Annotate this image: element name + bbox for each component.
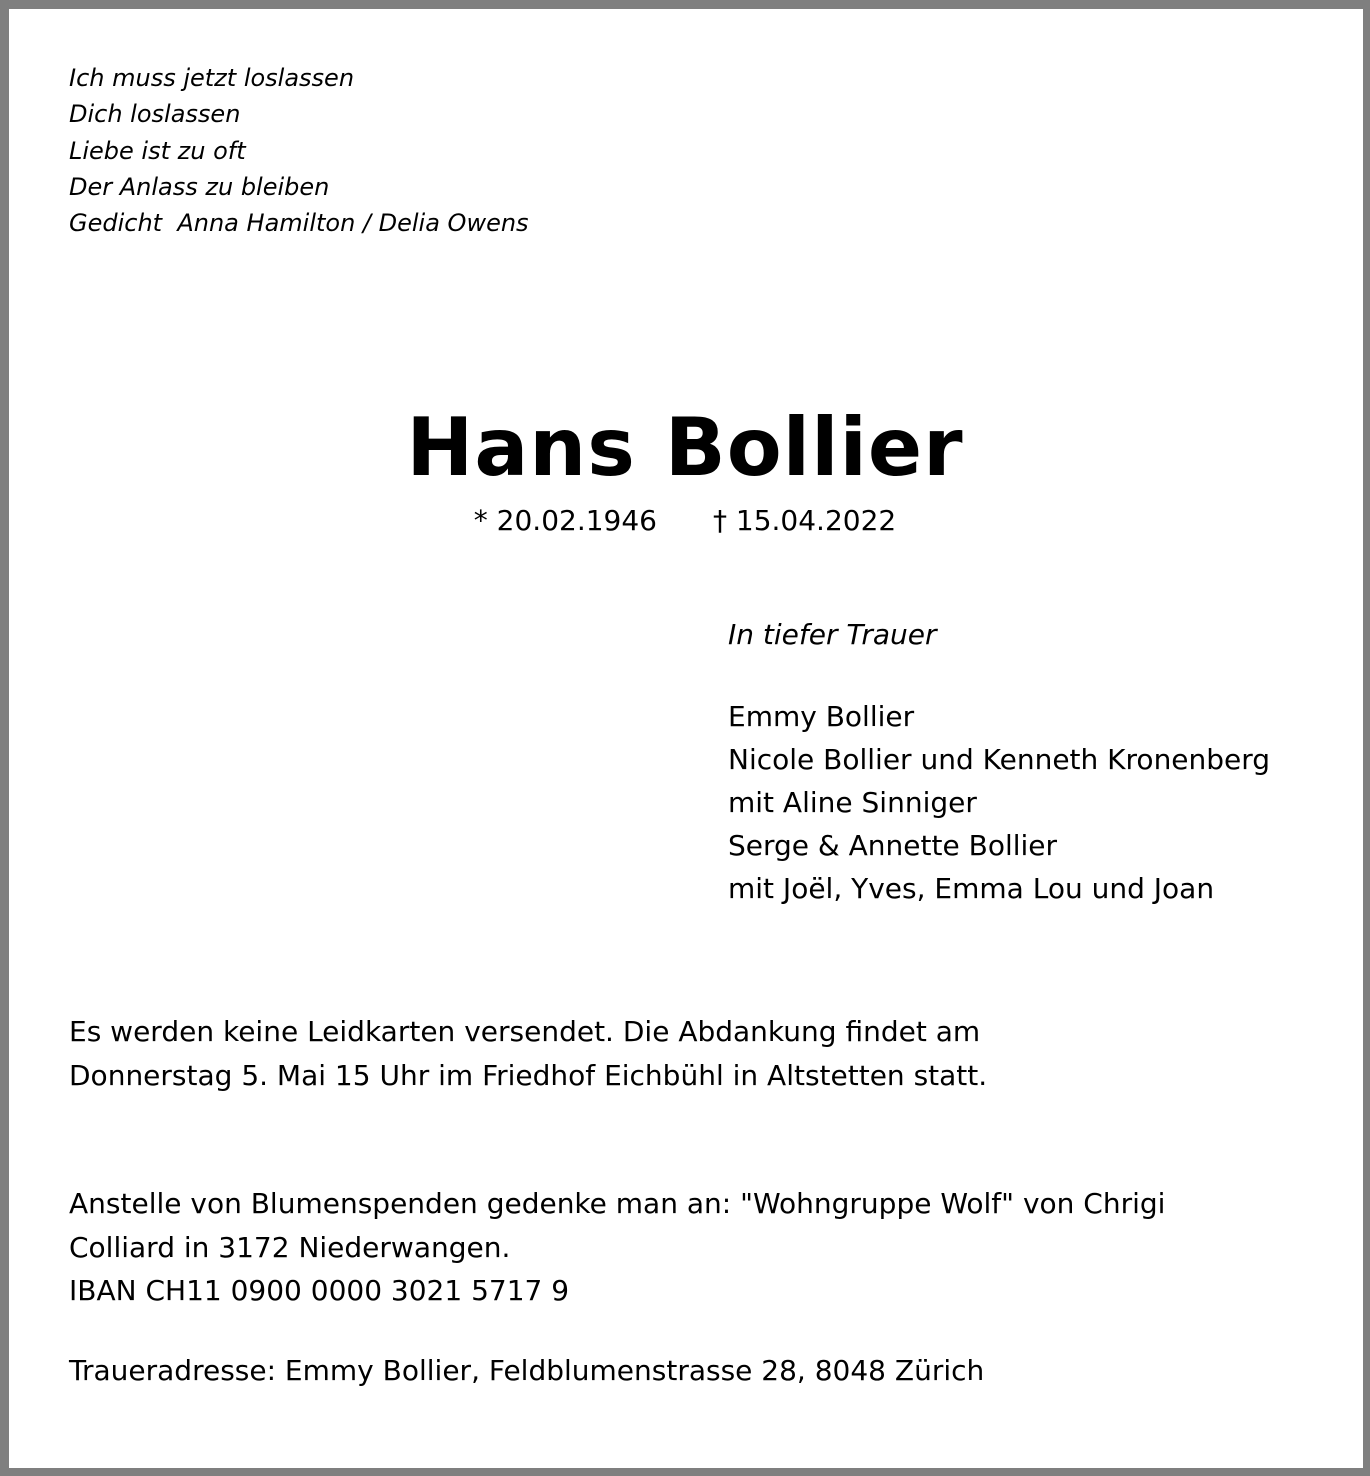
mourning-address: [69, 1349, 984, 1393]
deceased-name: Hans Bollier: [406, 401, 964, 494]
mourner: Nicole Bollier und Kenneth Kronenberg: [728, 743, 1271, 776]
mourner: mit Aline Sinniger: [728, 786, 977, 819]
mourner: Emmy Bollier: [728, 700, 915, 733]
mourner: mit Joël, Yves, Emma Lou und Joan: [728, 872, 1215, 905]
poem-line: Dich loslassen: [69, 100, 241, 129]
poem-line: Liebe ist zu oft: [69, 136, 246, 165]
mourners-section: [728, 613, 1270, 910]
funeral-notice: [69, 1010, 987, 1097]
mourner: Serge & Annette Bollier: [728, 829, 1058, 862]
poem-attribution: Gedicht Anna Hamilton / Delia Owens: [69, 209, 529, 238]
iban: IBAN CH11 0900 0000 3021 5717 9: [69, 1274, 570, 1307]
birth-date: * 20.02.1946: [473, 504, 657, 537]
mourning-heading: In tiefer Trauer: [728, 618, 937, 651]
poem-line: Ich muss jetzt loslassen: [69, 64, 355, 92]
notice-line: Donnerstag 5. Mai 15 Uhr im Friedhof Eichbühl in Altstetten statt.: [69, 1058, 988, 1092]
life-dates: [0, 502, 1370, 540]
donation-line: Anstelle von Blumenspenden gedenke man an: "Wohngruppe Wolf" von Chrigi: [69, 1187, 1166, 1220]
address-line: Traueradresse: Emmy Bollier, Feldblumenstrasse 28, 8048 Zürich: [69, 1354, 985, 1387]
donation-notice: [69, 1182, 1165, 1313]
donation-line: Colliard in 3172 Niederwangen.: [69, 1230, 511, 1264]
death-date: † 15.04.2022: [713, 504, 897, 537]
poem-line: Der Anlass zu bleiben: [69, 172, 330, 201]
poem: [69, 60, 529, 241]
notice-line: Es werden keine Leidkarten versendet. Die Abdankung findet am: [69, 1015, 981, 1048]
